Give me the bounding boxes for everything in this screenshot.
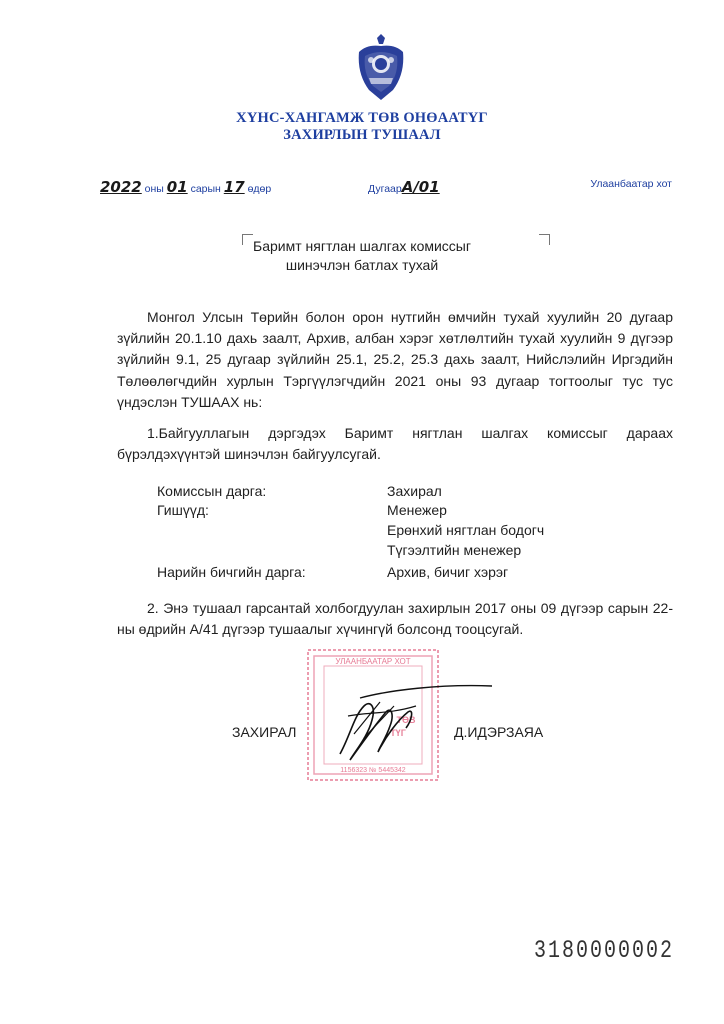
date-year-suffix: оны — [144, 183, 164, 195]
handwritten-signature — [320, 676, 500, 766]
subject-line-2: шинэчлэн батлах тухай — [285, 257, 439, 273]
city-label: Улаанбаатар хот — [590, 178, 672, 190]
secretary-role: Нарийн бичгийн дарга: — [157, 564, 306, 580]
chair-person: Захирал — [387, 483, 442, 499]
state-emblem-icon — [355, 34, 407, 106]
chair-role: Комиссын дарга: — [157, 483, 267, 499]
date-field — [100, 178, 271, 196]
date-day: 17 — [223, 178, 245, 196]
secretary-person: Архив, бичиг хэрэг — [387, 564, 509, 580]
signatory-title: ЗАХИРАЛ — [232, 724, 297, 740]
member-3: Түгээлтийн менежер — [387, 542, 522, 558]
stamp-center-text-2: ТҮГ — [390, 728, 406, 738]
member-1: Менежер — [387, 502, 447, 518]
date-month-suffix: сарын — [190, 183, 221, 195]
order-subject — [0, 237, 724, 275]
date-year: 2022 — [100, 178, 142, 196]
preamble-paragraph: Монгол Улсын Төрийн болон орон нутгийн өмчийн тухай хуулийн 20 дугаар зүйлийн 20.1.10 дахь заалт, Архив, албан хэрэг хөтлөлтийн тухай хуулийн 9 дүгээр зүйлийн 9.1, 25 дугаар зүйлийн 25.1, 25.2, 25.3 дахь заалт, Нийслэлийн Иргэдийн Төлөөлөгчдийн хурлын Тэргүүлэгчдийн 2021 оны 93 дугаар тогтоолыг тус тус үндэслэн ТУШААХ нь: — [117, 309, 673, 410]
document-type: ЗАХИРЛЫН ТУШААЛ — [283, 127, 441, 143]
members-role: Гишүүд: — [157, 502, 209, 518]
date-month: 01 — [166, 178, 188, 196]
organization-header — [0, 110, 724, 144]
order-item-1: 1.Байгууллагын дэргэдэх Баримт нягтлан шалгах комиссыг дараах бүрэлдэхүүнтэй шинэчлэн байгуулсугай. — [117, 425, 673, 463]
document-serial-number: 3180000002 — [533, 937, 674, 966]
stamp-bottom-text: 1156323 № 5445342 — [340, 767, 406, 774]
signatory-name: Д.ИДЭРЗАЯА — [454, 724, 544, 740]
stamp-center-text: ТӨВ — [396, 715, 416, 725]
number-field — [368, 178, 440, 196]
subject-line-1: Баримт нягтлан шалгах комиссыг — [253, 238, 471, 254]
stamp-top-text: УЛААНБААТАР ХОТ — [335, 657, 411, 666]
order-item-2: 2. Энэ тушаал гарсантай холбогдуулан захирлын 2017 оны 09 дүгээр сарын 22-ны өдрийн А/41 дүгээр тушаалыг хүчингүй болсонд тооцсугай. — [117, 600, 673, 638]
date-day-suffix: өдөр — [247, 183, 272, 195]
number-label: Дугаар — [368, 183, 402, 195]
document-number: A/01 — [401, 178, 440, 196]
member-2: Ерөнхий нягтлан бодогч — [387, 522, 545, 538]
organization-name: ХҮНС-ХАНГАМЖ ТӨВ ОНӨААТҮГ — [236, 110, 488, 126]
